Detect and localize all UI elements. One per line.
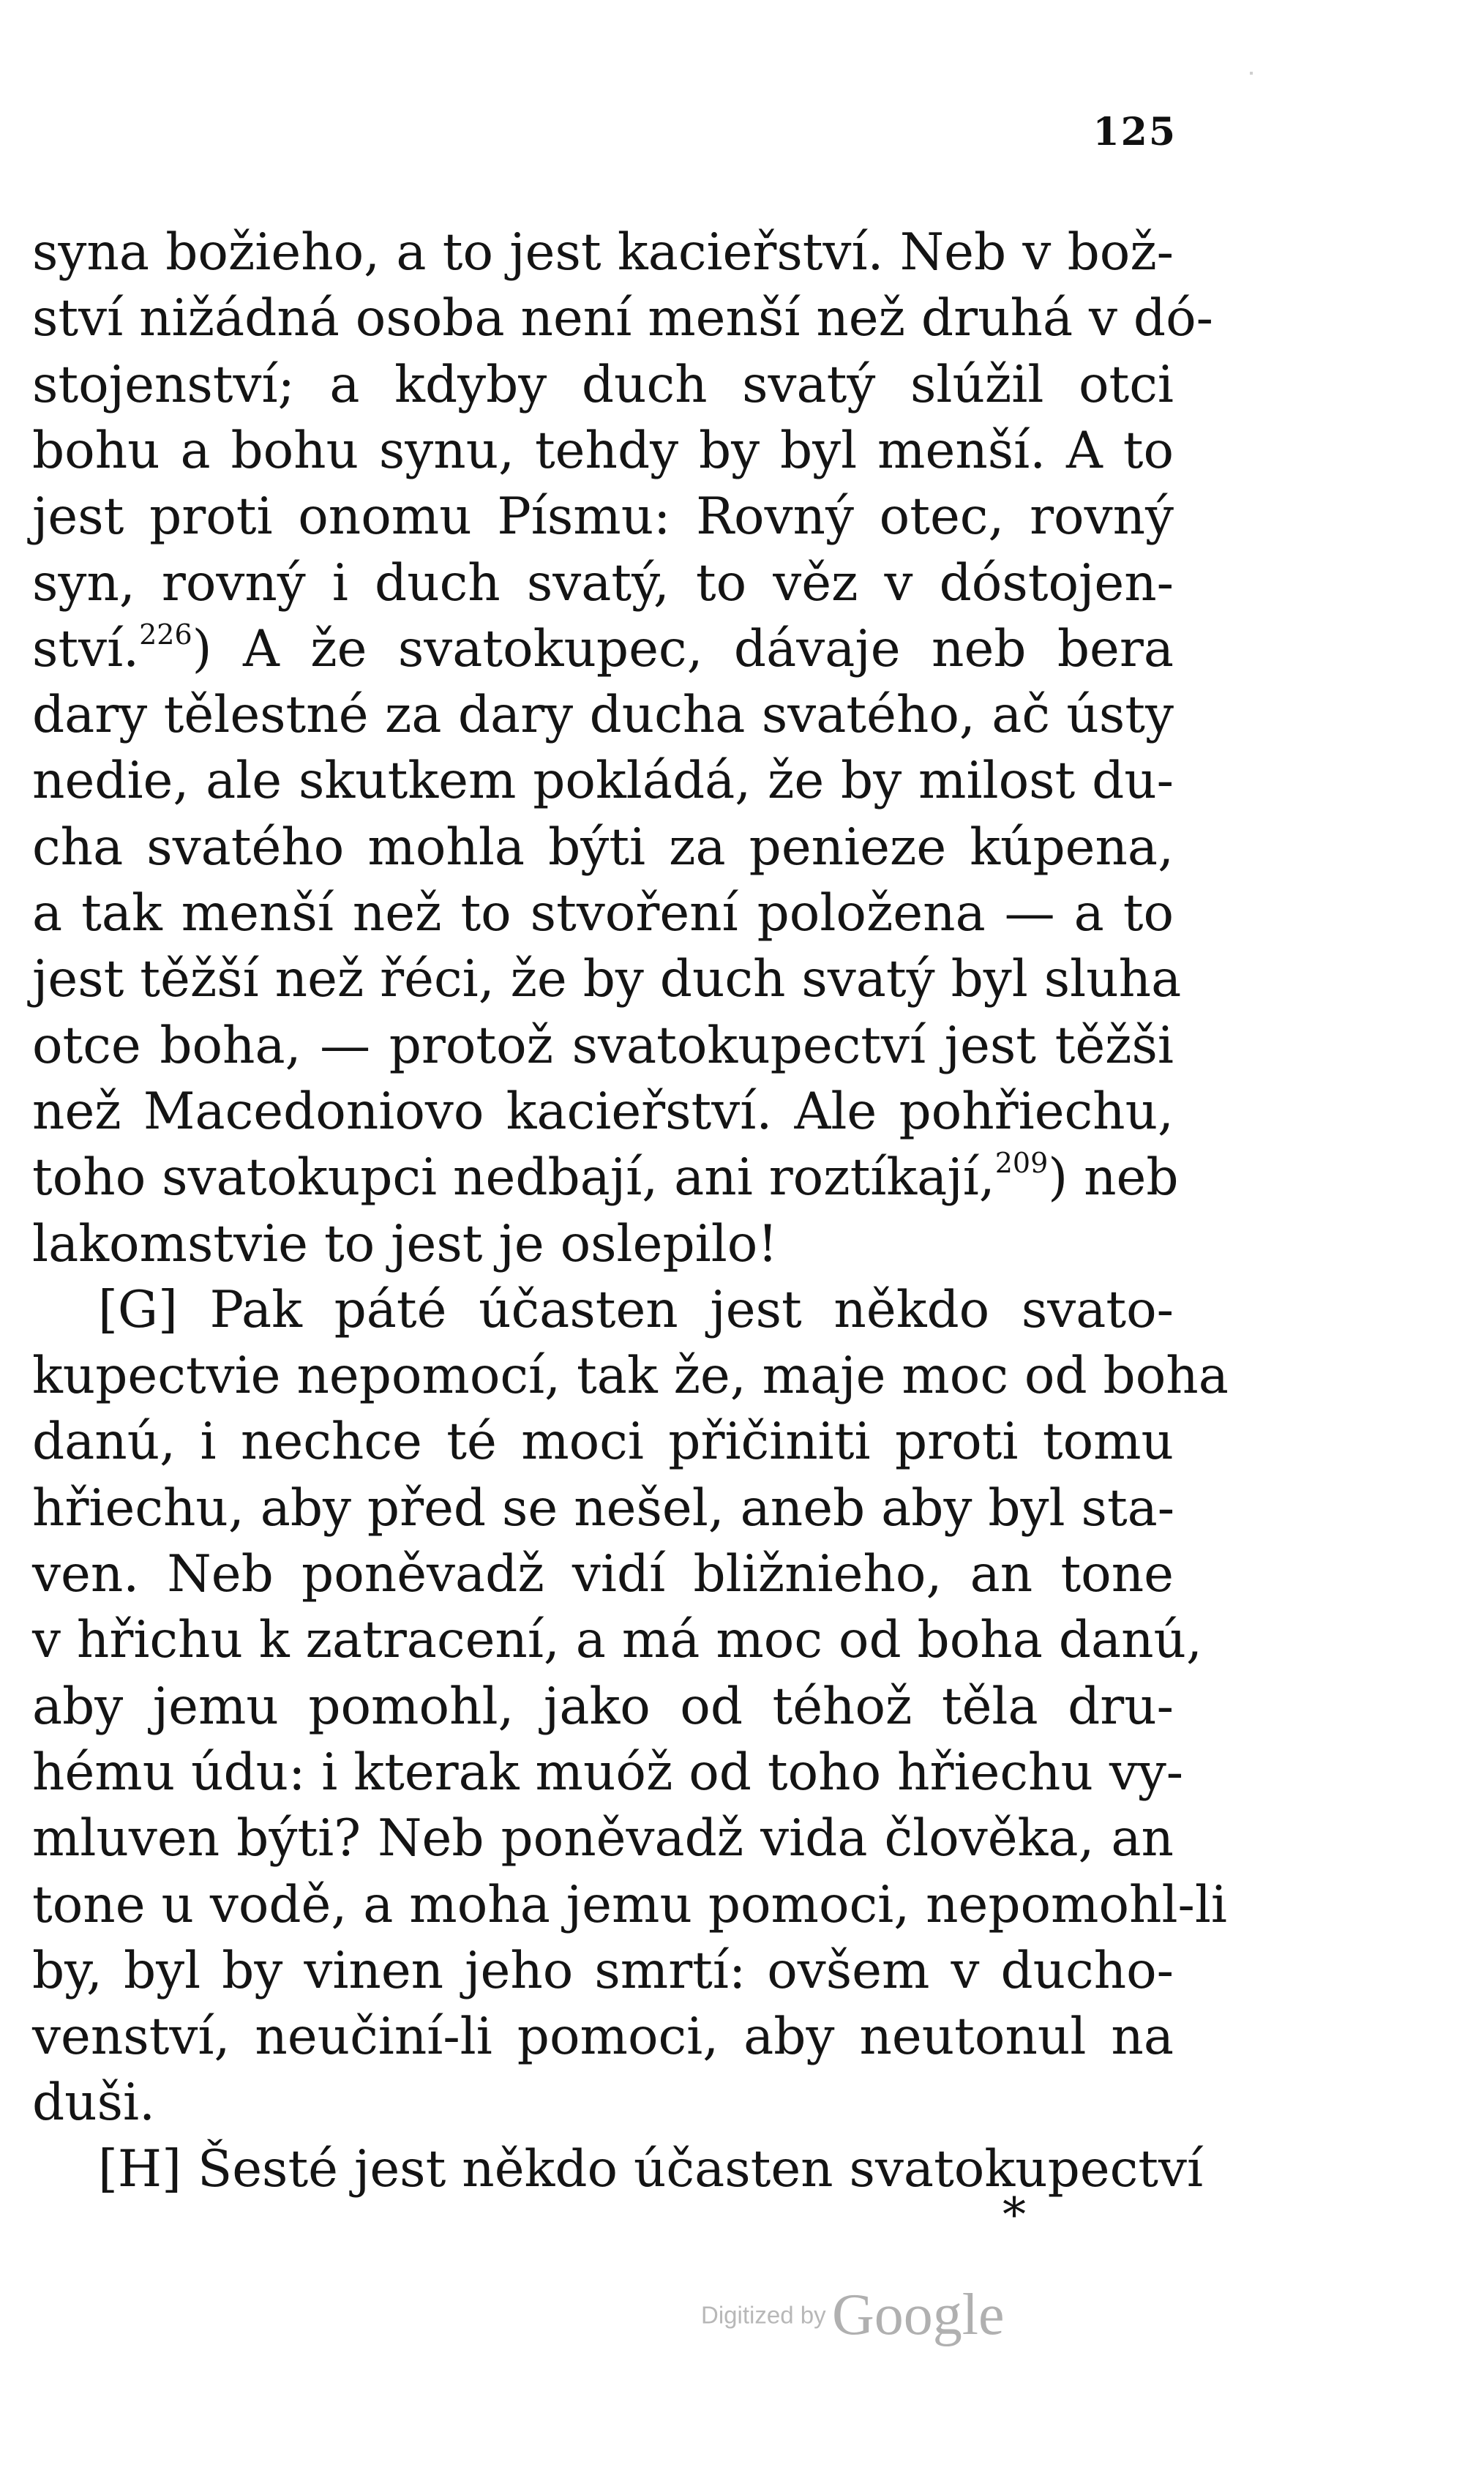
text-line-content: a tak menší než to stvoření položena — a to xyxy=(32,884,1174,943)
text-line xyxy=(32,1211,778,1277)
text-line-content: bohu a bohu synu, tehdy by byl menší. A to xyxy=(32,421,1174,480)
text-line xyxy=(32,880,1174,946)
text-line xyxy=(32,1541,1174,1607)
text-line xyxy=(32,1674,1174,1740)
digitized-label: Digitized by xyxy=(701,2301,826,2329)
text-line-content: aby jemu pomohl, jako od téhož těla dru- xyxy=(32,1677,1174,1736)
text-line-content: ven. Neb poněvadž vidí bližnieho, an tone xyxy=(32,1545,1174,1604)
text-line xyxy=(32,946,1182,1012)
text-line-continuation: ) neb xyxy=(1048,1148,1179,1208)
footnote-reference: 209 xyxy=(994,1147,1049,1180)
text-line-content: v hřichu k zatracení, a má moc od boha danú, xyxy=(32,1611,1202,1670)
text-line xyxy=(32,285,1213,351)
text-line-content: danú, i nechce té moci přičiniti proti tomu xyxy=(32,1413,1174,1472)
text-line xyxy=(32,484,1174,550)
text-line-content: syn, rovný i duch svatý, to věz v dóstojen- xyxy=(32,553,1174,613)
text-line-content: dary tělestné za dary ducha svatého, ač ústy xyxy=(32,686,1174,745)
text-line xyxy=(32,550,1174,616)
text-line-content: [G] Pak páté účasten jest někdo svato- xyxy=(98,1280,1174,1339)
text-line xyxy=(32,1013,1174,1079)
text-line-content: jest proti onomu Písmu: Rovný otec, rovný xyxy=(32,487,1174,547)
text-line-content: kupectvie nepomocí, tak že, maje moc od boha xyxy=(32,1347,1229,1406)
text-line-content: jest těžší než řéci, že by duch svatý byl sluha xyxy=(32,950,1182,1009)
text-line xyxy=(32,2070,155,2136)
text-line xyxy=(32,2004,1174,2070)
text-line-content: ství. xyxy=(32,619,140,678)
text-line xyxy=(32,815,1174,880)
text-line xyxy=(32,1872,1227,1938)
text-line xyxy=(32,1938,1174,2004)
text-line xyxy=(32,418,1174,484)
page-number: 125 xyxy=(1093,110,1177,154)
text-line-content: [H] Šesté jest někdo účasten svatokupectví xyxy=(98,2139,1204,2199)
text-line xyxy=(32,352,1174,418)
text-line xyxy=(32,1079,1174,1145)
text-line-content: tone u vodě, a moha jemu pomoci, nepomohl-li xyxy=(32,1875,1227,1934)
text-line-content: ství nižádná osoba není menší než druhá v dó- xyxy=(32,289,1213,348)
text-line xyxy=(32,220,1174,285)
signature-mark: * xyxy=(1003,2188,1026,2242)
text-line-content: otce boha, — protož svatokupectví jest těžši xyxy=(32,1016,1174,1075)
margin-speck xyxy=(1250,72,1253,75)
text-line xyxy=(32,682,1174,748)
footnote-reference: 226 xyxy=(139,618,192,651)
text-line-content: hřiechu, aby před se nešel, aneb aby byl sta- xyxy=(32,1478,1175,1538)
text-line-content: duši. xyxy=(32,2073,156,2133)
digitized-footer xyxy=(701,2282,1005,2349)
text-line xyxy=(32,1607,1202,1673)
text-line-content: hému údu: i kterak muóž od toho hřiechu vy- xyxy=(32,1743,1184,1802)
text-line-content: syna božieho, a to jest kacieřství. Neb v bož- xyxy=(32,223,1174,282)
text-line xyxy=(32,748,1174,814)
text-line-content: cha svatého mohla býti za penieze kúpena, xyxy=(32,818,1174,877)
text-line xyxy=(32,1145,1179,1211)
text-line-content: stojenství; a kdyby duch svatý slúžil otci xyxy=(32,355,1174,414)
text-line xyxy=(32,616,1174,682)
text-line-content: nedie, ale skutkem pokládá, že by milost du- xyxy=(32,752,1174,811)
text-line xyxy=(32,1806,1174,1871)
text-line xyxy=(98,1277,1174,1343)
text-line-content: lakomstvie to jest je oslepilo! xyxy=(32,1214,779,1273)
google-logo: Google xyxy=(832,2283,1005,2347)
text-line-content: toho svatokupci nedbají, ani roztíkají, xyxy=(32,1148,995,1208)
text-line xyxy=(32,1475,1174,1541)
text-line xyxy=(32,1409,1174,1475)
text-line-content: než Macedoniovo kacieřství. Ale pohřiechu, xyxy=(32,1082,1174,1141)
text-line-continuation: ) A že svatokupec, dávaje neb bera xyxy=(192,619,1174,678)
text-line-content: mluven býti? Neb poněvadž vida člověka, an xyxy=(32,1809,1174,1868)
text-line-content: venství, neučiní-li pomoci, aby neutonul na xyxy=(32,2008,1174,2067)
text-line-content: by, byl by vinen jeho smrtí: ovšem v ducho- xyxy=(32,1941,1174,2000)
text-line xyxy=(32,1343,1229,1409)
text-line xyxy=(32,1740,1184,1806)
